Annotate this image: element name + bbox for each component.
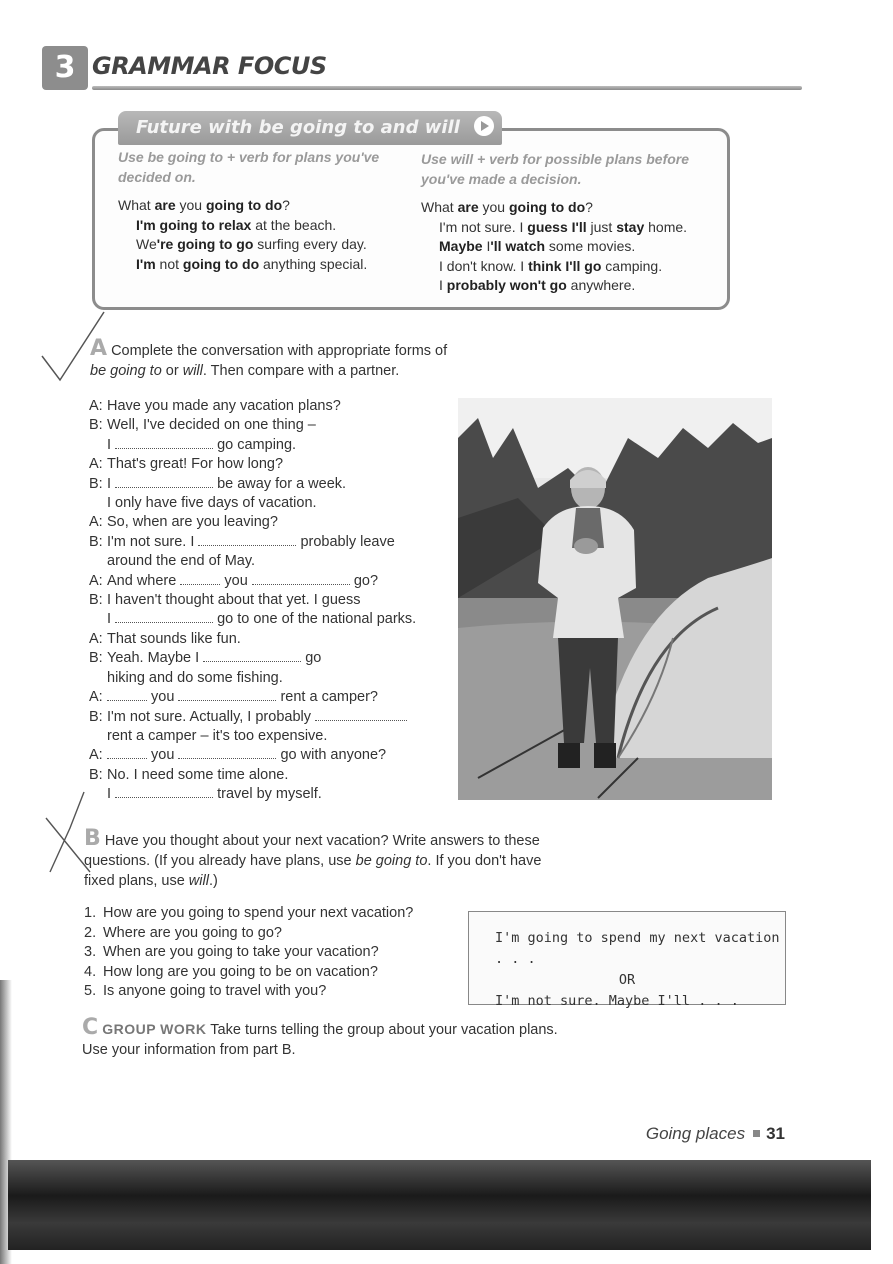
answer-blank[interactable] [115, 476, 213, 488]
answer-blank[interactable] [180, 573, 220, 585]
audio-play-icon[interactable] [474, 116, 494, 136]
answer-blank[interactable] [178, 689, 276, 701]
grammar-example-line: We're going to go surfing every day. [136, 236, 367, 252]
dialog-line: A: Have you made any vacation plans? [89, 398, 341, 414]
grammar-example-line: I don't know. I think I'll go camping. [439, 257, 663, 274]
dialog-line: A: That's great! For how long? [89, 456, 284, 473]
list-item: 5. Is anyone going to travel with you? [84, 983, 327, 1000]
section-title: GRAMMAR FOCUS [92, 52, 327, 80]
grammar-examples-going-to [118, 196, 408, 274]
grammar-example-line: I probably won't go anywhere. [439, 277, 636, 293]
scan-bottom-edge [8, 1160, 871, 1250]
answer-blank[interactable] [115, 611, 213, 623]
list-item: 3. When are you going to take your vacation? [84, 944, 379, 961]
dialog-line: hiking and do some fishing. [107, 669, 283, 686]
grammar-example-line: What are you going to do? [118, 197, 290, 213]
dialog-line: B: No. I need some time alone. [89, 766, 289, 783]
dialog-line: A: And where you go? [89, 572, 379, 589]
header-divider [92, 86, 802, 90]
sample-answer-box: I'm going to spend my next vacation . . . OR I'm not sure. Maybe I'll . . . [468, 911, 786, 1005]
section-a-instruction: A Complete the conversation with appropriate forms of be going to or will. Then compare with a partner. [90, 336, 448, 379]
answer-blank[interactable] [198, 534, 296, 546]
answer-blank[interactable] [203, 650, 301, 662]
dialog-line: B: I haven't thought about that yet. I guess [89, 592, 361, 609]
grammar-example-line: Maybe I'll watch some movies. [439, 238, 636, 254]
list-item: 4. How long are you going to be on vacation? [84, 963, 378, 980]
grammar-rule-will: Use will + verb for possible plans before you've made a decision. [421, 151, 690, 187]
camping-photo [458, 398, 772, 800]
grammar-right-column [421, 149, 721, 296]
section-number-badge: 3 [42, 46, 88, 90]
section-c-letter: C [82, 1015, 99, 1040]
grammar-left-column [118, 147, 408, 274]
section-b-letter: B [84, 826, 101, 851]
list-item: 1. How are you going to spend your next vacation? [84, 905, 414, 921]
grammar-example-line: I'm not sure. I guess I'll just stay home. [439, 218, 688, 235]
answer-blank[interactable] [107, 747, 147, 759]
answer-blank[interactable] [115, 437, 213, 449]
dialog-line: B: I'm not sure. Actually, I probably [89, 708, 439, 727]
dialog-line: around the end of May. [107, 553, 256, 570]
dialog-line: B: Yeah. Maybe I go [89, 650, 322, 667]
grammar-example-line: What are you going to do? [421, 199, 593, 215]
dialog-line: I only have five days of vacation. [107, 495, 317, 512]
dialog-line: rent a camper – it's too expensive. [107, 727, 328, 744]
grammar-examples-will [421, 198, 721, 296]
answer-blank[interactable] [315, 709, 407, 721]
dialog-line: B: Well, I've decided on one thing – [89, 417, 316, 434]
dialog-line: A: you go with anyone? [89, 747, 387, 764]
answer-blank[interactable] [252, 573, 350, 585]
unit-title: Going places [645, 1124, 746, 1143]
answer-blank[interactable] [115, 786, 213, 798]
grammar-example-line: I'm not going to do anything special. [136, 255, 368, 272]
page-number: 31 [766, 1124, 785, 1143]
dialog-line: A: you rent a camper? [89, 689, 378, 706]
page-footer [646, 1124, 785, 1144]
answer-blank[interactable] [107, 689, 147, 701]
dialog-line: B: I be away for a week. [89, 475, 347, 492]
section-a-letter: A [90, 336, 108, 361]
dialog-line: I travel by myself. [107, 786, 322, 803]
dialog-line: B: I'm not sure. I probably leave [89, 533, 395, 550]
list-item: 2. Where are you going to go? [84, 924, 282, 941]
grammar-example-line: I'm going to relax at the beach. [136, 216, 337, 233]
question-list [84, 904, 413, 1002]
dialog-line: A: That sounds like fun. [89, 630, 241, 647]
dialog-line: A: So, when are you leaving? [89, 514, 278, 531]
dialog-line: I go camping. [107, 436, 297, 453]
conversation-exercise [89, 397, 439, 805]
section-c-instruction: C GROUP WORK Take turns telling the group about your vacation plans. Use your information from part B. [82, 1015, 558, 1058]
grammar-rule-going-to: Use be going to + verb for plans you've decided on. [118, 149, 380, 185]
group-work-label: GROUP WORK [102, 1021, 207, 1037]
grammar-box-tab [118, 111, 502, 145]
section-header [42, 46, 802, 94]
section-b-instruction: B Have you thought about your next vacation? Write answers to these questions. (If you already have plans, use be going to. If you don't have fixed plans, use will.) [84, 826, 542, 889]
answer-blank[interactable] [178, 747, 276, 759]
grammar-box-title: Future with be going to and will [136, 117, 460, 138]
dialog-line: I go to one of the national parks. [107, 611, 417, 628]
